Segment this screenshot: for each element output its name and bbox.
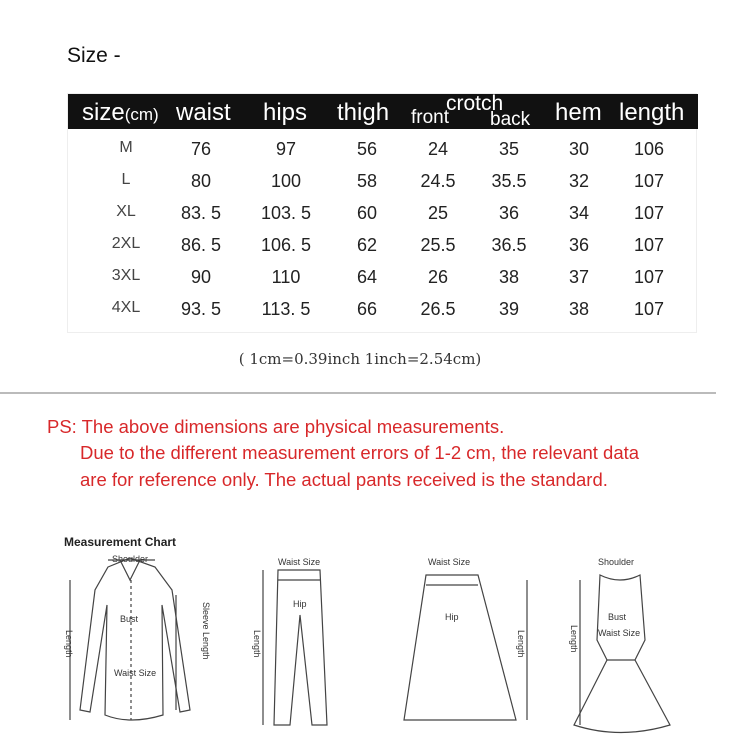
dress-diagram xyxy=(569,557,670,733)
header-crotch: crotch xyxy=(446,92,504,115)
ps-line-3: are for reference only. The actual pants received is the standard. xyxy=(80,469,608,490)
dress-bust-label: Bust xyxy=(608,612,627,622)
value-cell: 26.5 xyxy=(420,299,456,319)
shirt-sleeve-label: Sleeve Length xyxy=(201,602,211,660)
shirt-bust-label: Bust xyxy=(120,614,139,624)
measurement-chart-title: Measurement Chart xyxy=(64,535,177,549)
header-hem: hem xyxy=(555,99,602,126)
size-title: Size - xyxy=(67,44,121,67)
value-cell: 107 xyxy=(633,299,665,319)
value-cell: 26 xyxy=(427,267,449,287)
value-cell: 100 xyxy=(270,171,302,191)
table-header xyxy=(68,94,698,129)
value-cell: 36.5 xyxy=(491,235,527,255)
value-cell: 80 xyxy=(190,171,212,191)
size-cell: 4XL xyxy=(111,299,141,316)
value-cell: 24 xyxy=(427,139,449,159)
value-cell: 35 xyxy=(498,139,520,159)
value-cell: 66 xyxy=(356,299,378,319)
skirt-length-label: Length xyxy=(516,630,526,658)
shirt-shoulder-label: Shoulder xyxy=(112,554,149,564)
header-front: front xyxy=(411,107,450,128)
value-cell: 97 xyxy=(275,139,297,159)
divider xyxy=(0,392,716,394)
value-cell: 56 xyxy=(356,139,378,159)
size-table xyxy=(67,93,697,333)
size-cell: M xyxy=(119,139,133,156)
header-thigh: thigh xyxy=(337,99,390,126)
value-cell: 38 xyxy=(568,299,590,319)
header-back: back xyxy=(490,109,531,130)
value-cell: 34 xyxy=(568,203,590,223)
value-cell: 113. 5 xyxy=(261,299,311,319)
ps-line-1: PS: The above dimensions are physical measurements. xyxy=(47,416,505,437)
shirt-diagram xyxy=(64,554,211,720)
value-cell: 64 xyxy=(356,267,378,287)
value-cell: 25 xyxy=(427,203,449,223)
value-cell: 36 xyxy=(568,235,590,255)
dress-waist-label: Waist Size xyxy=(598,628,641,638)
skirt-waist-label: Waist Size xyxy=(428,557,471,567)
value-cell: 25.5 xyxy=(420,235,456,255)
value-cell: 24.5 xyxy=(420,171,456,191)
header-length: length xyxy=(619,99,685,126)
value-cell: 32 xyxy=(568,171,590,191)
dress-length-label: Length xyxy=(569,625,579,653)
dress-shoulder-label: Shoulder xyxy=(598,557,635,567)
size-cell: XL xyxy=(116,203,136,220)
header-waist: waist xyxy=(176,99,231,126)
value-cell: 83. 5 xyxy=(180,203,222,223)
value-cell: 110 xyxy=(271,267,301,287)
measurement-diagrams xyxy=(0,540,750,747)
ps-line-2: Due to the different measurement errors of 1-2 cm, the relevant data xyxy=(80,442,640,463)
shirt-waist-label: Waist Size xyxy=(114,668,157,678)
pants-diagram xyxy=(252,557,327,725)
skirt-hip-label: Hip xyxy=(445,612,459,622)
value-cell: 93. 5 xyxy=(180,299,222,319)
shirt-length-label: Length xyxy=(64,630,74,658)
value-cell: 90 xyxy=(190,267,212,287)
skirt-diagram xyxy=(404,557,527,720)
value-cell: 38 xyxy=(498,267,520,287)
value-cell: 62 xyxy=(356,235,378,255)
pants-hip-label: Hip xyxy=(293,599,307,609)
value-cell: 39 xyxy=(498,299,520,319)
value-cell: 37 xyxy=(568,267,590,287)
size-cell: L xyxy=(121,171,131,188)
value-cell: 107 xyxy=(633,203,665,223)
size-cell: 3XL xyxy=(111,267,141,284)
value-cell: 107 xyxy=(633,235,665,255)
header-size: size(cm) xyxy=(82,99,159,126)
value-cell: 58 xyxy=(356,171,378,191)
value-cell: 106 xyxy=(633,139,665,159)
conversion-note: ( 1cm=0.39inch 1inch=2.54cm) xyxy=(238,350,482,368)
value-cell: 60 xyxy=(356,203,378,223)
size-cell: 2XL xyxy=(111,235,141,252)
value-cell: 30 xyxy=(568,139,590,159)
value-cell: 107 xyxy=(633,171,665,191)
value-cell: 35.5 xyxy=(491,171,527,191)
value-cell: 103. 5 xyxy=(260,203,312,223)
value-cell: 76 xyxy=(190,139,212,159)
value-cell: 106. 5 xyxy=(260,235,312,255)
header-hips: hips xyxy=(263,99,308,126)
value-cell: 107 xyxy=(633,267,665,287)
value-cell: 36 xyxy=(498,203,520,223)
value-cell: 86. 5 xyxy=(180,235,222,255)
pants-waist-label: Waist Size xyxy=(278,557,321,567)
pants-length-label: Length xyxy=(252,630,262,658)
